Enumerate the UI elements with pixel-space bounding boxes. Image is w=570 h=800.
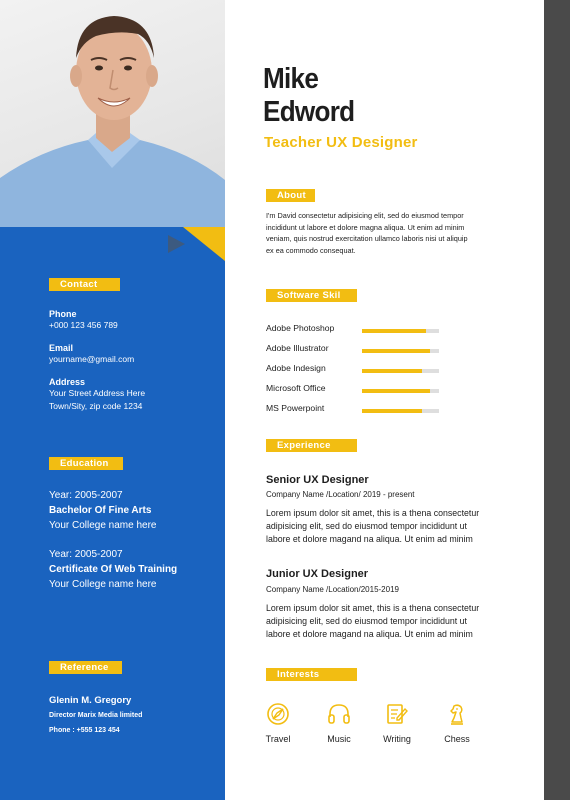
skill-bar bbox=[362, 329, 439, 333]
experience-line: Lorem ipsum dolor sit amet, this is a thena consectetur bbox=[266, 603, 480, 613]
compass-icon bbox=[266, 702, 290, 726]
address-line-1: Your Street Address Here bbox=[49, 388, 146, 398]
about-line: I'm David consectetur adipisicing elit, sed do eiusmod tempor bbox=[266, 211, 464, 220]
experience-description bbox=[266, 602, 511, 641]
interest-label: Chess bbox=[444, 734, 470, 744]
education-heading: Education bbox=[49, 457, 123, 470]
address-label: Address bbox=[49, 377, 86, 387]
experience-heading: Experience bbox=[266, 439, 357, 452]
writing-icon bbox=[385, 702, 409, 726]
skill-name: Adobe Photoshop bbox=[266, 323, 335, 333]
profile-photo bbox=[0, 0, 225, 227]
skill-row bbox=[266, 323, 441, 335]
skill-bar bbox=[362, 409, 439, 413]
experience-line: labore et dolore magand na aliqua. Ut enim ad minim bbox=[266, 534, 473, 544]
reference-phone: Phone : +555 123 454 bbox=[49, 727, 120, 734]
phone-block bbox=[49, 309, 118, 332]
reference-role: Director Marix Media limited bbox=[49, 712, 143, 719]
education-year: Year: 2005-2007 bbox=[49, 549, 123, 560]
about-text bbox=[266, 210, 511, 257]
skill-name: MS Powerpoint bbox=[266, 403, 325, 413]
experience-company: Company Name /Location/ 2019 - present bbox=[266, 490, 415, 499]
skill-row bbox=[266, 383, 441, 395]
phone-label: Phone bbox=[49, 309, 77, 319]
address-block bbox=[49, 377, 145, 413]
education-item bbox=[49, 488, 156, 533]
phone-value: +000 123 456 789 bbox=[49, 320, 118, 330]
address-line-2: Town/Sity, zip code 1234 bbox=[49, 401, 143, 411]
email-value: yourname@gmail.com bbox=[49, 354, 135, 364]
skill-bar-fill bbox=[362, 409, 422, 413]
about-line: ex ea commodo consequat. bbox=[266, 246, 356, 256]
interest-item bbox=[314, 702, 364, 744]
interest-label: Music bbox=[327, 734, 351, 744]
experience-line: adipisicing elit, sed do eiusmod tempor incididunt ut bbox=[266, 521, 467, 531]
interest-item bbox=[253, 702, 303, 744]
education-degree: Bachelor Of Fine Arts bbox=[49, 505, 152, 516]
interest-label: Travel bbox=[265, 734, 291, 744]
experience-company: Company Name /Location/2015-2019 bbox=[266, 585, 399, 594]
interest-item bbox=[372, 702, 422, 744]
page-title bbox=[263, 63, 354, 129]
skill-bar bbox=[362, 389, 439, 393]
skill-row bbox=[266, 403, 441, 415]
experience-title: Senior UX Designer bbox=[266, 474, 369, 486]
interest-label: Writing bbox=[383, 734, 411, 744]
right-side-bar bbox=[544, 0, 570, 800]
skill-bar bbox=[362, 349, 439, 353]
skill-row bbox=[266, 363, 441, 375]
skill-bar-fill bbox=[362, 329, 426, 333]
first-name: Mike bbox=[263, 63, 319, 95]
skill-bar bbox=[362, 369, 439, 373]
education-school: Your College name here bbox=[49, 520, 157, 531]
education-item bbox=[49, 547, 177, 592]
interest-item bbox=[432, 702, 482, 744]
skill-name: Adobe Illustrator bbox=[266, 343, 329, 353]
headphones-icon bbox=[327, 702, 351, 726]
chess-knight-icon bbox=[445, 702, 469, 726]
education-school: Your College name here bbox=[49, 579, 157, 590]
reference-block bbox=[49, 694, 142, 738]
contact-heading: Contact bbox=[49, 278, 120, 291]
skill-name: Microsoft Office bbox=[266, 383, 326, 393]
about-heading: About bbox=[266, 189, 315, 202]
experience-line: Lorem ipsum dolor sit amet, this is a thena consectetur bbox=[266, 508, 480, 518]
experience-line: adipisicing elit, sed do eiusmod tempor incididunt ut bbox=[266, 616, 467, 626]
email-block bbox=[49, 343, 134, 366]
corner-accent bbox=[183, 227, 225, 261]
skill-name: Adobe Indesign bbox=[266, 363, 326, 373]
reference-heading: Reference bbox=[49, 661, 122, 674]
person-portrait-image bbox=[0, 0, 225, 227]
about-line: incididunt ut labore et dolore magna aliqua. Ut enim ad minim bbox=[266, 222, 465, 232]
about-line: veniam, quis nostrud exercitation ullamco laboris nisi ut aliquip bbox=[266, 234, 468, 244]
education-degree: Certificate Of Web Training bbox=[49, 564, 178, 575]
experience-description bbox=[266, 507, 511, 546]
experience-title: Junior UX Designer bbox=[266, 568, 369, 580]
skill-bar-fill bbox=[362, 349, 430, 353]
skill-bar-fill bbox=[362, 369, 422, 373]
interests-heading: Interests bbox=[266, 668, 357, 681]
skills-heading: Software Skil bbox=[266, 289, 357, 302]
last-name: Edword bbox=[263, 96, 355, 128]
skill-row bbox=[266, 343, 441, 355]
education-year: Year: 2005-2007 bbox=[49, 490, 123, 501]
job-title: Teacher UX Designer bbox=[264, 134, 418, 151]
skill-bar-fill bbox=[362, 389, 430, 393]
experience-line: labore et dolore magand na aliqua. Ut enim ad minim bbox=[266, 629, 473, 639]
reference-name: Glenin M. Gregory bbox=[49, 695, 132, 706]
email-label: Email bbox=[49, 343, 74, 353]
corner-triangle-icon bbox=[168, 235, 185, 253]
